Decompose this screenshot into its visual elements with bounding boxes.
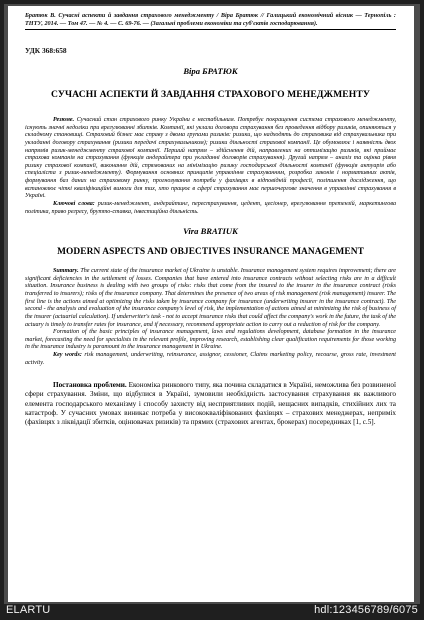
citation-header: Братюк В. Сучасні аспекти й завдання страхового менеджменту / Віра Братюк // Галицький економічний вісник — Тернопіль : ТНТУ, 2014. — Том 47. — № 4. — С. 69-76. — (Загальні проблеми економіки та суб'єктів господарювання).	[25, 12, 396, 27]
summary-label-en: Summary.	[53, 268, 79, 275]
title-english: MODERN ASPECTS AND OBJECTIVES INSURANCE MANAGEMENT	[57, 247, 364, 258]
body-paragraph	[25, 381, 396, 427]
summary-text-en: The current state of the insurance market of Ukraine is unstable. Insurance management system requires improvement; there are significant deficiencies in the settlement of losses. Companies that have entered into insurance contracts without selecting risks are in a difficult situation. Insurance business is dealing with two groups of risks: risks that come from the insured to the insurer in the insurance contract (risks transferred to insurers); risks of the insurance company. That determines the presence of two areas of risk management (risk management) insurer. The first line is the actions aimed at optimizing the risks taken by insurance company for insurance (underwriting insurer in the insurance contract). The second - the analysis and evaluation of the insurance company's level of risk, the implementation of actions aimed at minimizing the risk of business of the insurer (actuarial calculation). If underwriter's task - not to accept insurance risks that could affect the company's work in the future, the task of the actuary is timely to transfer rates for insurance, and if necessary, recommend appropriate action to carry out a reduction of risk for the company.	[25, 268, 396, 328]
summary-english	[25, 268, 396, 329]
title-ukrainian: СУЧАСНІ АСПЕКТИ Й ЗАВДАННЯ СТРАХОВОГО МЕНЕДЖМЕНТУ	[50, 89, 370, 100]
header-rule	[25, 29, 396, 30]
summary-english-cont: Formation of the basic principles of insurance management, laws and regulations development, database formation in the insurance market, forecasting the need for specialists in the relevant profile, improving research, establishing clear qualification requirements for those working in the insurance industry is paramount in the insurance management in Ukraine.	[25, 329, 396, 351]
keywords-text-en: risk management, underwriting, reinsurance, assignor, cessioner, Claims marketing policy, recourse, gross rate, investment activity.	[25, 352, 396, 366]
keywords-ukrainian	[25, 201, 396, 216]
page-content	[25, 12, 396, 427]
summary-ukrainian	[25, 117, 396, 201]
document-page	[8, 6, 414, 602]
author-english: Vira BRATIUK	[183, 226, 238, 237]
author-ukrainian: Віра БРАТЮК	[183, 66, 238, 76]
keywords-label-en: Key words:	[53, 352, 82, 358]
keywords-label-uk: Ключові слова:	[53, 200, 95, 207]
summary-label-uk: Резюме.	[53, 117, 75, 123]
problem-statement-label: Постановка проблеми.	[53, 381, 127, 390]
body-text: Економіка ринкового типу, яка почина складатися в Україні, неможлива без розвиненої сфери страхування. Зміни, що відбулися в Україні, зумовили необхідність застосування страхування як важливого елемента господарського механізму і способу захисту від несприятливих подій, нещасних випадків, стихійних лих та катастроф. У сучасних умовах виникає потреба у висококваліфікованих фахівцях – страхових менеджерах, неприміх (фахівцях з ліквідації збитків, оцінювачах ризиків) та прямих (страхових агентах, брокерах) посередниках [1, с.5].	[25, 381, 396, 427]
repository-label: ELARTU	[6, 604, 51, 616]
handle-label: hdl:123456789/6075	[314, 604, 418, 616]
keywords-english	[25, 352, 396, 367]
summary-text-uk: Сучасний стан страхового ринку України є нестабільним. Потребує покращення система страхового менеджменту, існують значні недоліки при врегулюванні збитків. Компанії, які уклали договори страхування без проведення відбору ризиків, опиняються у складному становищі. Страховий бізнес має справу з двома групами ризиків: ризики, що надходять до страховика від страхувальника при укладанні договору страхування (ризики передачі страхувальником); ризики діяльності страхової компанії. Це обумовлює і наявність двох напрямів ризик-менеджменту страхової компанії. Перший напрям – здійснення дій, направлених на оптимізацію ризиків, які приймає страхова компанія на страхування (функція андерайтера при укладанні договорів страхування). Другий напрям – аналіз та оцінка рівня ризику страхової компанії, виконання дій, спрямованих на мінімізацію ризику господарської діяльності компанії (функція актуарія або спеціаліста з ризик-менеджменту). Формування основних принципів управління страхуванням, розробка законів і нормативних актів, формування баз даних на страховому ринку, прогнозування потреби у фахівцях в відповідній професії, поліпшення дослідження, що встановлює чіткі кваліфікаційні вимоги для тих, хто працює в сфері страхування має першочергове значення в управлінні страхування в Україні.	[25, 117, 397, 200]
keywords-text-uk: ризик-менеджмент, андерайтинг, перестрахування, цедент, цесіонер, врегулювання претензій, маркетингова політика, право регресу, брутто-ставка, інвестиційна діяльність.	[25, 200, 396, 215]
udc-code: УДК 368:658	[25, 46, 67, 55]
